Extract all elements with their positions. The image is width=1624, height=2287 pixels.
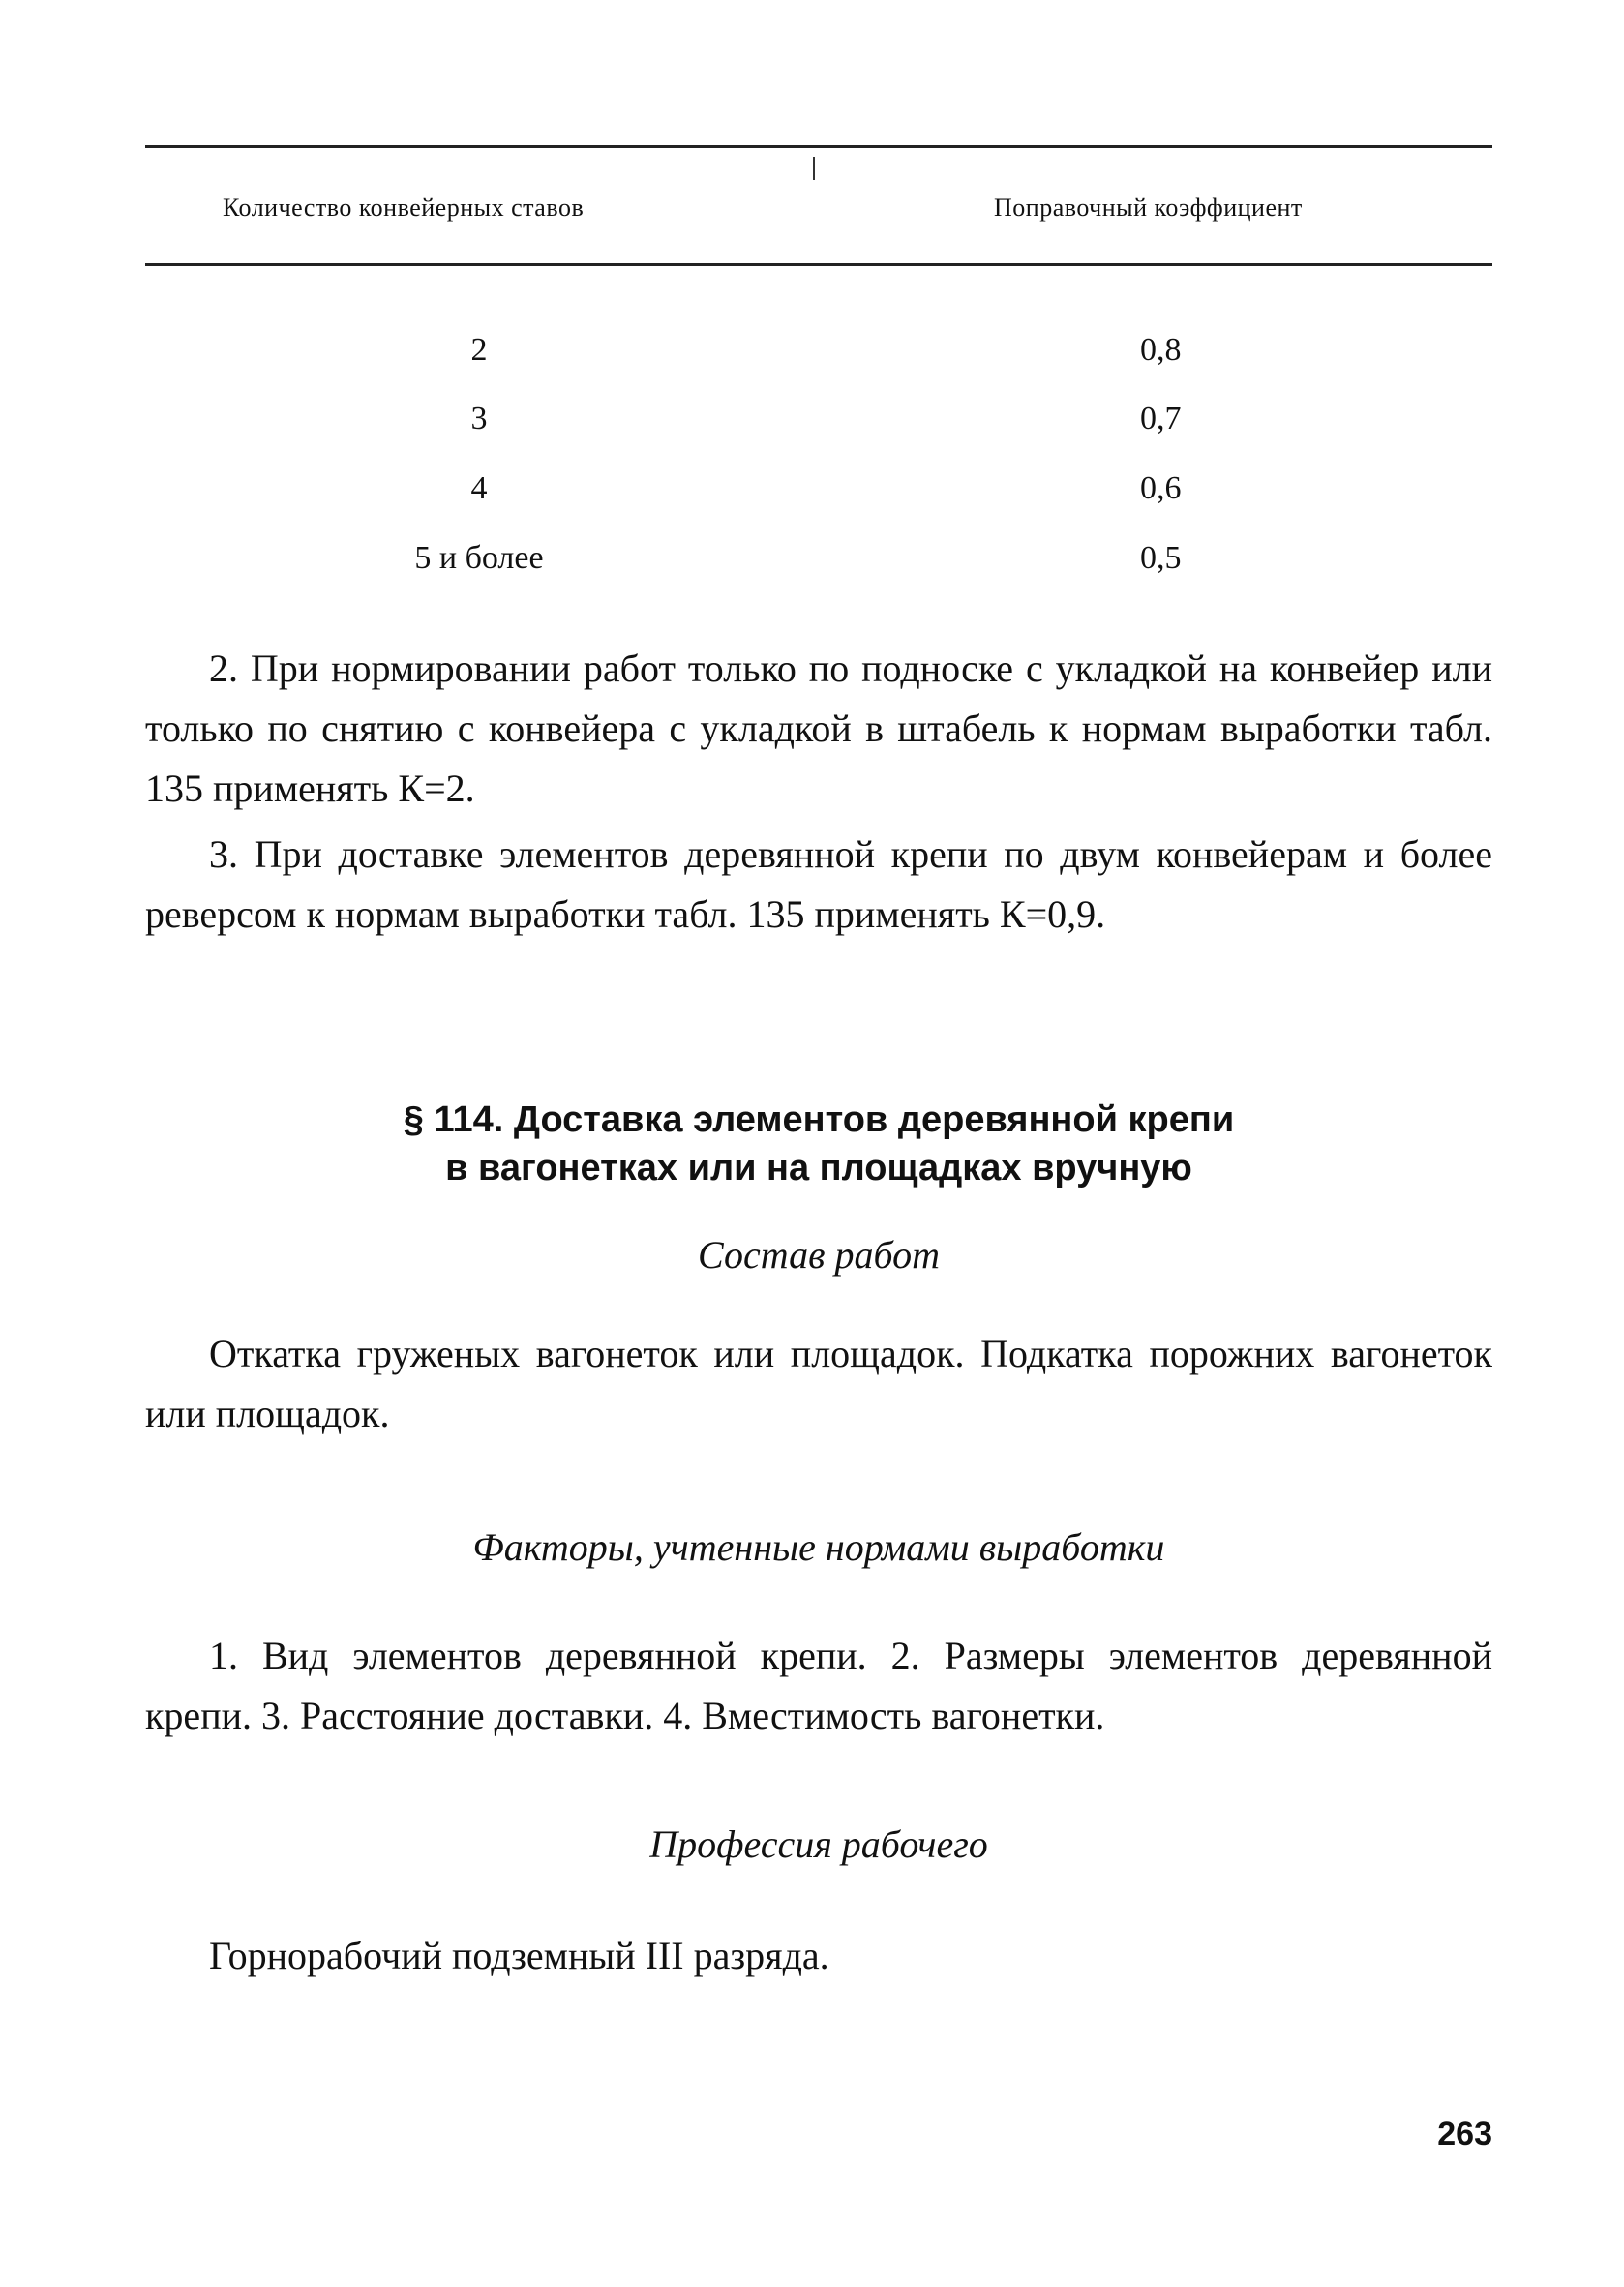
note-2-paragraph: 2. При нормировании работ только по подноске с укладкой на конвейер или только по снятию с конвейера с укладкой в штабель к нормам выработки табл. 135 применять К=2. — [145, 647, 1492, 810]
section-title-line-2: в вагонетках или на площадках вручную — [445, 1148, 1192, 1189]
factors-paragraph: 1. Вид элементов деревянной крепи. 2. Размеры элементов деревянной крепи. 3. Расстояние доставки. 4. Вместимость вагонетки. — [145, 1634, 1492, 1737]
composition-heading: Состав работ — [698, 1233, 940, 1277]
table-cell-coefficient: 0,8 — [1140, 332, 1182, 368]
page-number: 263 — [1437, 2116, 1492, 2152]
section-title-line-1: § 114. Доставка элементов деревянной крепи — [403, 1099, 1235, 1140]
table-cell-count: 3 — [470, 401, 488, 436]
table-cell-coefficient: 0,7 — [1140, 401, 1182, 436]
factors-heading: Факторы, учтенные нормами выработки — [472, 1525, 1165, 1569]
table-header-coefficient: Поправочный коэффициент — [994, 194, 1303, 222]
table-top-rule — [145, 145, 1492, 148]
table-cell-count: 5 и более — [414, 540, 544, 576]
table-cell-coefficient: 0,5 — [1140, 540, 1182, 576]
table-cell-count: 4 — [470, 470, 488, 506]
table-header-count: Количество конвейерных ставов — [223, 194, 585, 222]
note-3-paragraph: 3. При доставке элементов деревянной крепи по двум конвейерам и более реверсом к нормам выработки табл. 135 применять К=0,9. — [145, 832, 1492, 936]
profession-heading: Профессия рабочего — [649, 1822, 988, 1866]
table-header-rule — [145, 263, 1492, 266]
composition-paragraph: Откатка груженых вагонеток или площадок. Подкатка порожних вагонеток или площадок. — [145, 1332, 1492, 1435]
table-cell-coefficient: 0,6 — [1140, 470, 1182, 506]
profession-paragraph: Горнорабочий подземный III разряда. — [209, 1934, 829, 1977]
section-title — [145, 1096, 1492, 1192]
table-cell-count: 2 — [470, 332, 488, 368]
table-column-divider — [813, 157, 815, 180]
